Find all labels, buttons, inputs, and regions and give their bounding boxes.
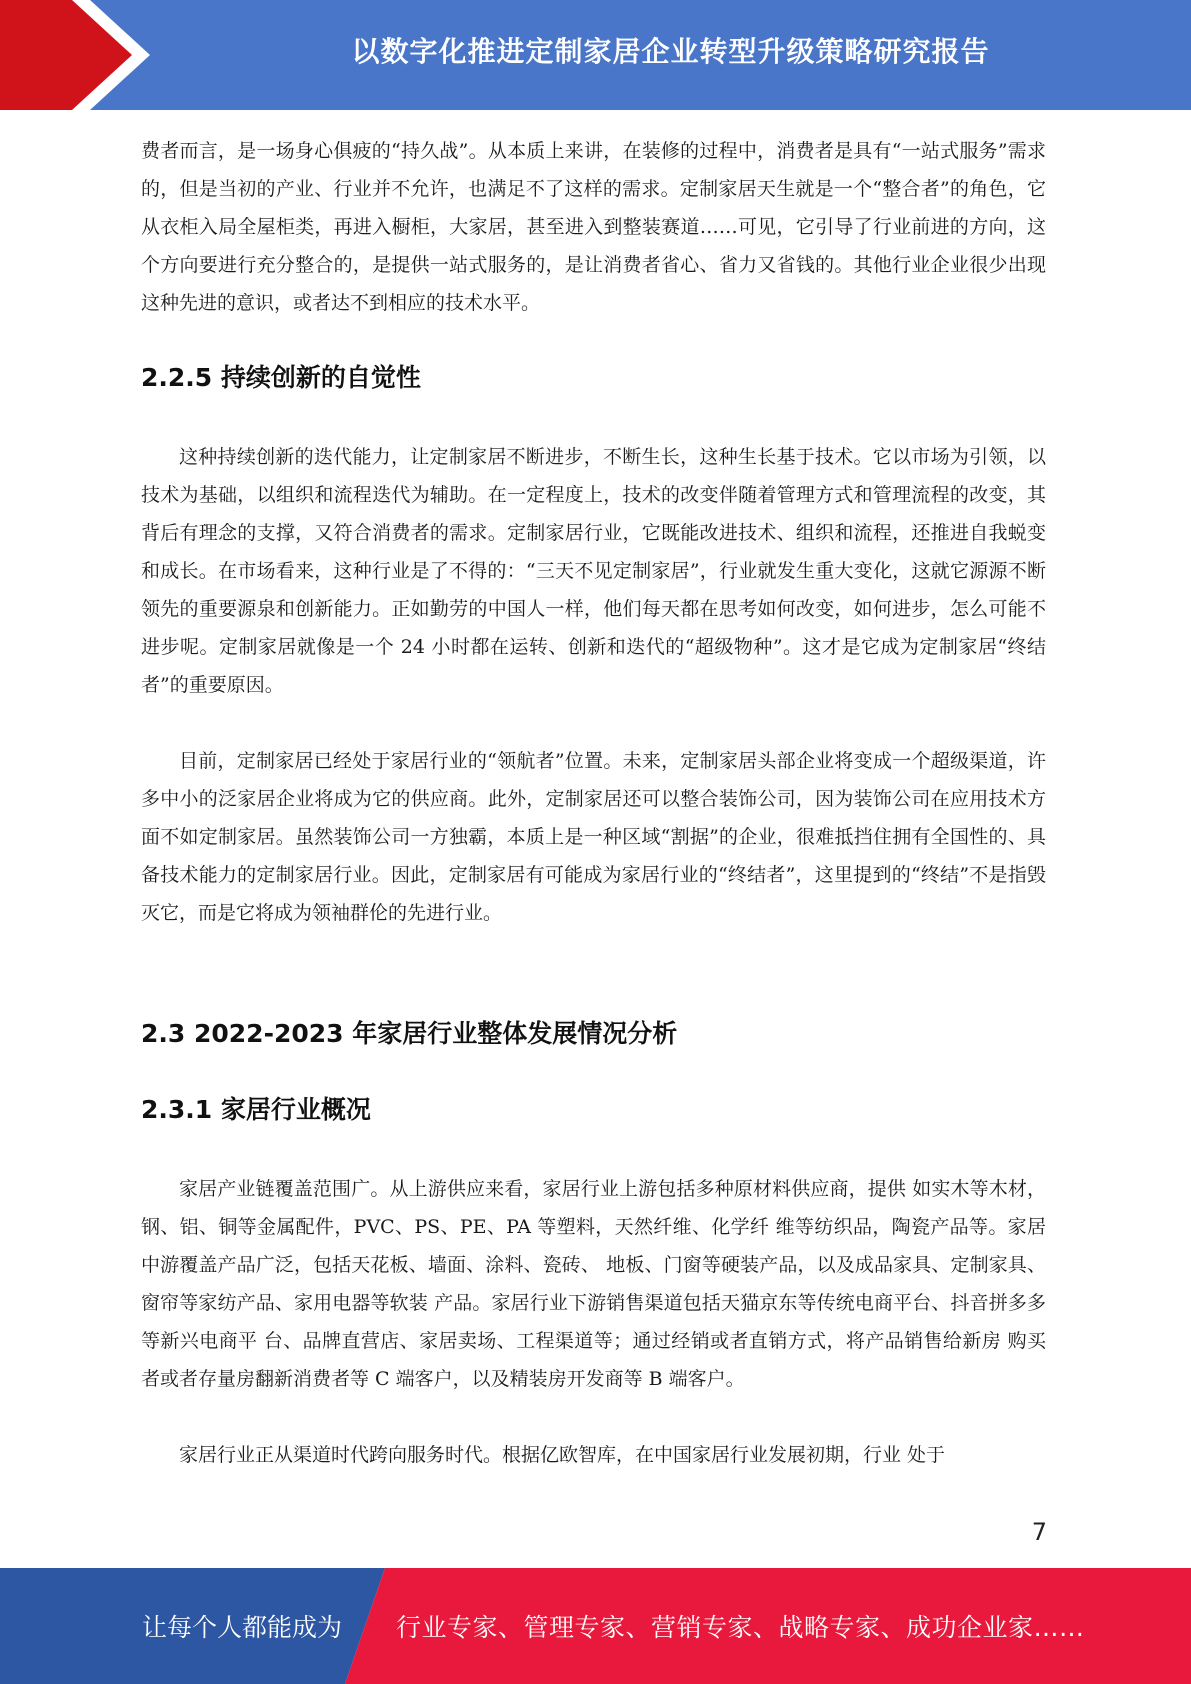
page-content [141, 132, 1046, 1474]
paragraph: 目前，定制家居已经处于家居行业的“领航者”位置。未来，定制家居头部企业将变成一个超级渠道，许多中小的泛家居企业将成为它的供应商。此外，定制家居还可以整合装饰公司，因为装饰公司在应用技术方面不如定制家居。虽然装饰公司一方独霸，本质上是一种区域“割据”的企业，很难抵挡住拥有全国性的、具备技术能力的定制家居行业。因此，定制家居有可能成为家居行业的“终结者”，这里提到的“终结”不是指毁灭它，而是它将成为领袖群伦的先进行业。 [141, 750, 1046, 924]
section-heading-2-2-5: 2.2.5 持续创新的自觉性 [141, 363, 421, 392]
paragraph: 费者而言，是一场身心俱疲的“持久战”。从本质上来讲，在装修的过程中，消费者是具有“一站式服务”需求的，但是当初的产业、行业并不允许，也满足不了这样的需求。定制家居天生就是一个“整合者”的角色，它从衣柜入局全屋柜类，再进入橱柜，大家居，甚至进入到整装赛道……可见，它引导了行业前进的方向，这个方向要进行充分整合的，是提供一站式服务的，是让消费者省心、省力又省钱的。其他行业企业很少出现这种先进的意识，或者达不到相应的技术水平。 [141, 140, 1046, 314]
footer-banner [0, 1568, 1191, 1684]
page-number: 7 [1031, 1518, 1047, 1546]
header-banner [0, 0, 1191, 110]
section-heading-2-3-1: 2.3.1 家居行业概况 [141, 1095, 371, 1124]
footer-slogan-left: 让每个人都能成为 [142, 1613, 343, 1642]
paragraph: 家居行业正从渠道时代跨向服务时代。根据亿欧智库，在中国家居行业发展初期，行业 处于 [179, 1444, 946, 1466]
paragraph: 这种持续创新的迭代能力，让定制家居不断进步，不断生长，这种生长基于技术。它以市场为引领，以技术为基础，以组织和流程迭代为辅助。在一定程度上，技术的改变伴随着管理方式和管理流程的改变，其背后有理念的支撑，又符合消费者的需求。定制家居行业，它既能改进技术、组织和流程，还推进自我蜕变和成长。在市场看来，这种行业是了不得的：“三天不见定制家居”，行业就发生重大变化，这就它源源不断领先的重要源泉和创新能力。正如勤劳的中国人一样，他们每天都在思考如何改变，如何进步，怎么可能不进步呢。定制家居就像是一个 24 小时都在运转、创新和迭代的“超级物种”。这才是它成为定制家居“终结者”的重要原因。 [141, 446, 1046, 696]
paragraph: 家居产业链覆盖范围广。从上游供应来看，家居行业上游包括多种原材料供应商，提供 如实木等木材，钢、铝、铜等金属配件，PVC、PS、PE、PA 等塑料，天然纤维、化学纤 维等纺织品，陶瓷产品等。家居中游覆盖产品广泛，包括天花板、墙面、涂料、瓷砖、 地板、门窗等硬装产品，以及成品家具、定制家具、窗帘等家纺产品、家用电器等软装 产品。家居行业下游销售渠道包括天猫京东等传统电商平台、抖音拼多多等新兴电商平 台、品牌直营店、家居卖场、工程渠道等；通过经销或者直销方式，将产品销售给新房 购买者或者存量房翻新消费者等 C 端客户，以及精装房开发商等 B 端客户。 [141, 1178, 1046, 1390]
section-heading-2-3: 2.3 2022-2023 年家居行业整体发展情况分析 [141, 1019, 678, 1048]
report-title: 以数字化推进定制家居企业转型升级策略研究报告 [351, 35, 990, 68]
footer-slogan-right: 行业专家、管理专家、营销专家、战略专家、成功企业家…… [396, 1613, 1085, 1642]
